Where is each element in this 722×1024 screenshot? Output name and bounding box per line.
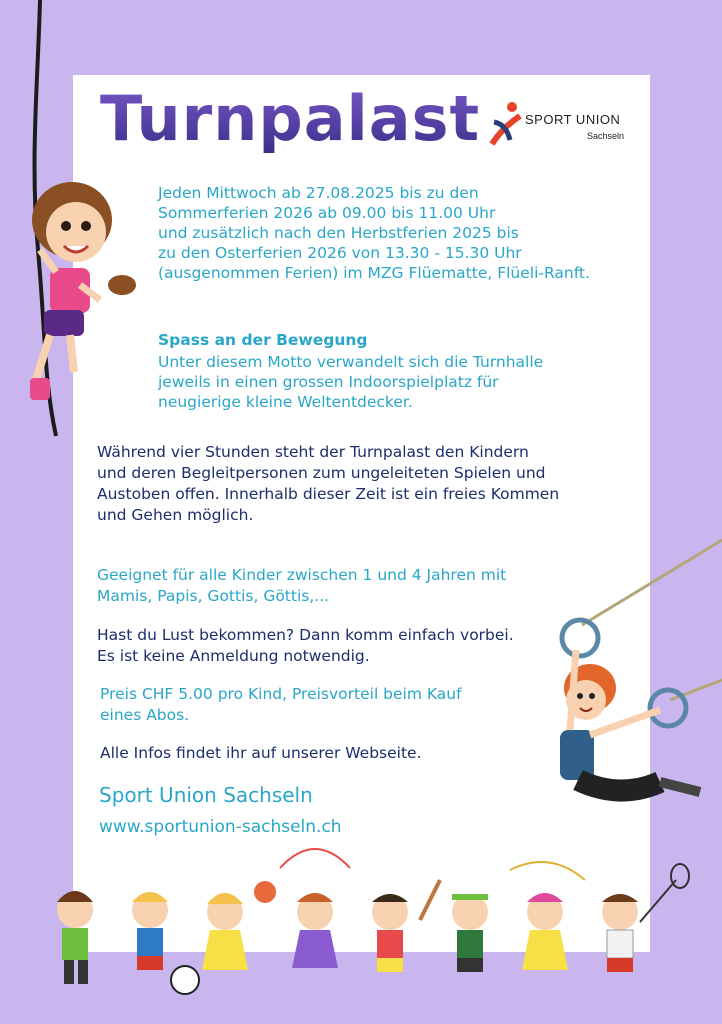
sport-union-logo bbox=[488, 98, 638, 148]
info-text: Alle Infos findet ihr auf unserer Webseite. bbox=[100, 744, 422, 762]
organization-name: Sport Union Sachseln bbox=[99, 783, 313, 807]
website-link[interactable]: www.sportunion-sachseln.ch bbox=[99, 817, 342, 837]
motto-heading: Spass an der Bewegung bbox=[158, 331, 368, 349]
logo-subtitle: Sachseln bbox=[587, 131, 625, 141]
schedule-text: Jeden Mittwoch ab 27.08.2025 bis zu den Sommerferien 2026 ab 09.00 bis 11.00 Uhr und zusätzlich nach den Herbstferien 2025 bis zu den Osterferien 2026 von 13.30 - 15.30 Uhr (ausgenommen Ferien) im MZG Flüematte, Flüeli-Ranft. bbox=[158, 184, 590, 282]
audience-text: Geeignet für alle Kinder zwischen 1 und 4 Jahren mit Mamis, Papis, Gottis, Göttis,... bbox=[97, 566, 507, 605]
page-title: Turnpalast bbox=[100, 82, 481, 155]
price-text: Preis CHF 5.00 pro Kind, Preisvorteil beim Kauf eines Abos. bbox=[100, 685, 462, 724]
logo-name: SPORT UNION bbox=[525, 112, 621, 127]
children-row-illustration bbox=[40, 840, 700, 1000]
invite-text: Hast du Lust bekommen? Dann komm einfach vorbei. Es ist keine Anmeldung notwendig. bbox=[97, 626, 514, 665]
motto-text: Unter diesem Motto verwandelt sich die Turnhalle jeweils in einen grossen Indoorspielplatz für neugierige kleine Weltentdecker. bbox=[158, 353, 544, 411]
rings-boy-illustration bbox=[530, 530, 722, 830]
sport-union-logo-mark bbox=[488, 100, 524, 148]
hours-text: Während vier Stunden steht der Turnpalast den Kindern und deren Begleitpersonen zum ungeleiteten Spielen und Austoben offen. Innerhalb dieser Zeit ist ein freies Kommen und Gehen möglich. bbox=[97, 443, 560, 524]
rope-climbing-girl-illustration bbox=[0, 0, 140, 440]
